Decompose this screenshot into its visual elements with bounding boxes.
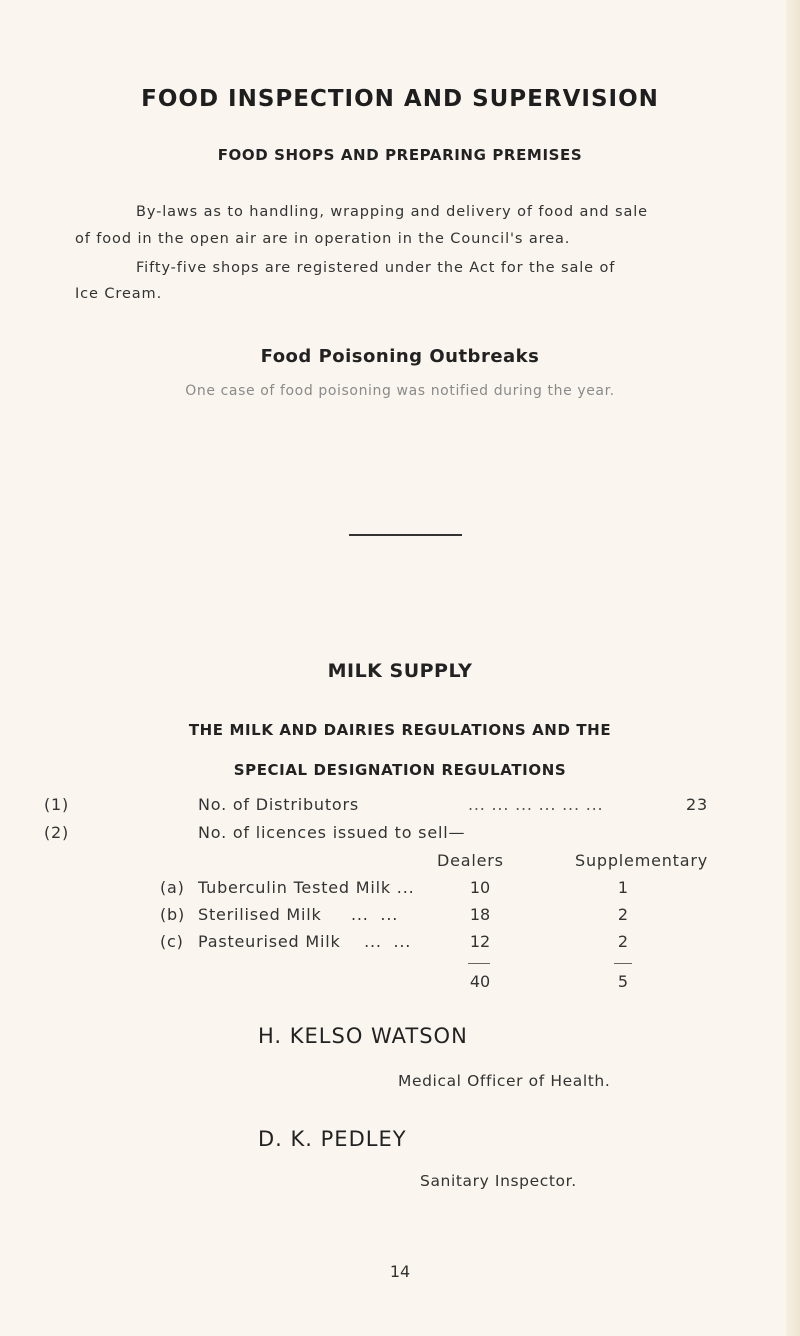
item-number: (2) [44,823,70,842]
total-dealers: 40 [469,972,491,991]
total-supplementary: 5 [617,972,629,991]
signature-name-1: H. KELSO WATSON [258,1024,468,1048]
row-supplementary: 1 [617,878,629,897]
section-divider [349,534,462,536]
milk-heading: MILK SUPPLY [327,660,473,682]
outbreaks-text: One case of food poisoning was notified during the year. [185,383,615,399]
row-letter: (b) [160,905,186,924]
total-rule-supplementary [614,963,632,964]
food-shops-para1-line1: By-laws as to handling, wrapping and delivery of food and sale [136,204,648,220]
row-dealers: 18 [469,905,491,924]
column-header-supplementary: Supplementary [575,851,708,870]
row-dealers: 10 [469,878,491,897]
signature-title-2: Sanitary Inspector. [420,1172,577,1190]
row-supplementary: 2 [617,932,629,951]
row-dealers: 12 [469,932,491,951]
row-label: Pasteurised Milk ... ... [198,932,412,951]
leader-dots: ... ... ... ... ... ... [468,795,604,814]
food-shops-heading: FOOD SHOPS AND PREPARING PREMISES [217,146,583,164]
food-shops-para2-line1: Fifty-five shops are registered under the Act for the sale of [136,260,616,276]
page-title: FOOD INSPECTION AND SUPERVISION [141,86,659,112]
column-header-dealers: Dealers [437,851,504,870]
row-label: Tuberculin Tested Milk ... [198,878,415,897]
distributors-label: No. of Distributors [198,795,360,814]
total-rule-dealers [468,963,490,964]
page-number: 14 [389,1262,411,1281]
row-letter: (a) [160,878,185,897]
signature-title-1: Medical Officer of Health. [398,1072,611,1090]
distributors-value: 23 [686,795,708,814]
food-shops-para1-line2: of food in the open air are in operation in the Council's area. [75,231,571,247]
row-supplementary: 2 [617,905,629,924]
licences-label: No. of licences issued to sell— [198,823,466,842]
item-number: (1) [44,795,70,814]
row-label: Sterilised Milk ... ... [198,905,399,924]
milk-subheading-1: THE MILK AND DAIRIES REGULATIONS AND THE [188,721,612,739]
milk-subheading-2: SPECIAL DESIGNATION REGULATIONS [233,761,567,779]
signature-name-2: D. K. PEDLEY [258,1127,407,1151]
food-shops-para2-line2: Ice Cream. [75,286,163,302]
outbreaks-heading: Food Poisoning Outbreaks [260,346,540,367]
row-letter: (c) [160,932,184,951]
